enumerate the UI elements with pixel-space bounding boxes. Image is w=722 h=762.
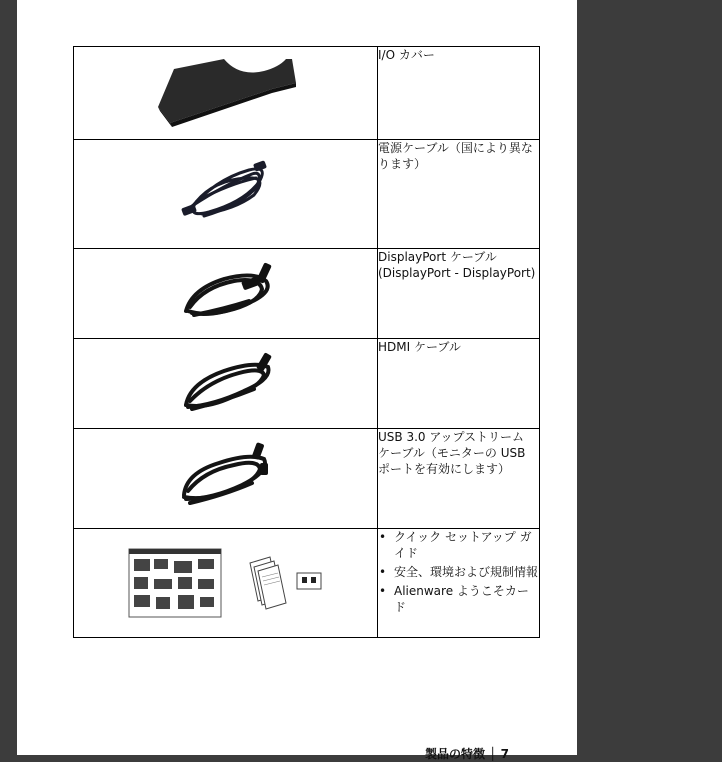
hdmi-cable-image-cell bbox=[74, 339, 378, 429]
package-contents-table bbox=[73, 46, 540, 638]
documents-list bbox=[378, 529, 539, 615]
power-cable-image bbox=[74, 140, 377, 248]
usb-cable-image bbox=[74, 429, 377, 528]
documents-image-cell bbox=[74, 529, 378, 638]
safety-info-label: 安全、環境および規制情報 bbox=[394, 565, 539, 579]
io-cover-label: I/O カバー bbox=[378, 47, 540, 140]
table-row bbox=[74, 47, 540, 140]
documents-image bbox=[74, 529, 377, 637]
usb-cable-image-cell bbox=[74, 429, 378, 529]
bullet-glyph: • bbox=[379, 530, 387, 544]
table-row bbox=[74, 339, 540, 429]
list-item bbox=[378, 529, 539, 561]
displayport-cable-image-cell bbox=[74, 249, 378, 339]
document-page bbox=[17, 0, 577, 761]
displayport-cable-image bbox=[74, 249, 377, 338]
bullet-glyph: • bbox=[379, 584, 387, 598]
list-item bbox=[378, 564, 539, 580]
quick-setup-guide-label: クイック セットアップ ガイド bbox=[394, 530, 532, 560]
usb-cable-label: USB 3.0 アップストリーム ケーブル（モニターの USB ポートを有効にします） bbox=[378, 429, 540, 529]
io-cover-image bbox=[74, 47, 377, 139]
io-cover-image-cell bbox=[74, 47, 378, 140]
page-footer: 製品の特徴 │ 7 bbox=[425, 747, 509, 761]
bullet-glyph: • bbox=[379, 565, 387, 579]
table-row bbox=[74, 529, 540, 638]
documents-list-cell bbox=[378, 529, 540, 638]
table-row bbox=[74, 429, 540, 529]
table-row bbox=[74, 140, 540, 249]
power-cable-image-cell bbox=[74, 140, 378, 249]
hdmi-cable-label: HDMI ケーブル bbox=[378, 339, 540, 429]
welcome-card-label: Alienware ようこそカード bbox=[394, 584, 529, 614]
displayport-cable-label: DisplayPort ケーブル (DisplayPort - DisplayPort) bbox=[378, 249, 540, 339]
hdmi-cable-image bbox=[74, 339, 377, 428]
viewer-left-margin bbox=[0, 0, 17, 755]
list-item bbox=[378, 583, 539, 615]
power-cable-label: 電源ケーブル（国により異なります） bbox=[378, 140, 540, 249]
table-row bbox=[74, 249, 540, 339]
viewer-right-margin bbox=[577, 0, 722, 755]
